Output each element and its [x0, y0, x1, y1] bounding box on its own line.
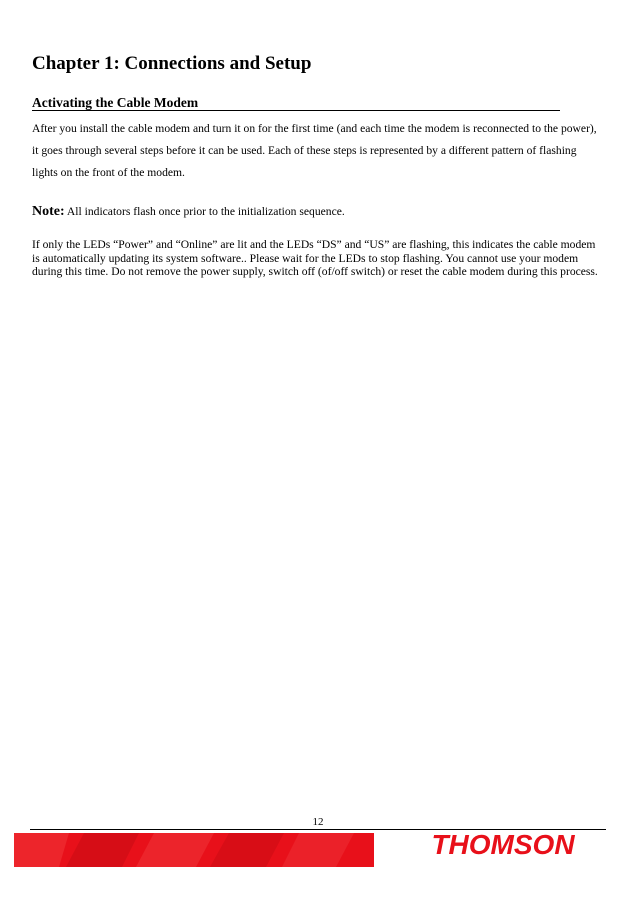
- note-line: [32, 202, 345, 222]
- note-text: All indicators flash once prior to the initialization sequence.: [64, 205, 345, 218]
- note-label: Note:: [32, 204, 65, 219]
- intro-paragraph: After you install the cable modem and turn it on for the first time (and each time the modem is reconnected to the power), it goes through several steps before it can be used. Each of these steps is represented by a different pattern of flashing lights on the front of the modem.: [32, 122, 597, 179]
- section-heading: Activating the Cable Modem: [32, 95, 560, 111]
- footer-decorative-band: [14, 833, 374, 867]
- thomson-logo: [400, 822, 606, 864]
- page-number: 12: [312, 816, 324, 828]
- thomson-logo-text: THOMSON: [431, 829, 575, 860]
- led-update-paragraph: If only the LEDs “Power” and “Online” are lit and the LEDs “DS” and “US” are flashing, this indicates the cable modem is automatically updating its system software.. Please wait for the LEDs to stop flashing. You cannot use your modem during this time. Do not remove the power supply, switch off (of/off switch) or reset the cable modem during this process.: [32, 238, 598, 278]
- page-title: Chapter 1: Connections and Setup: [32, 53, 312, 74]
